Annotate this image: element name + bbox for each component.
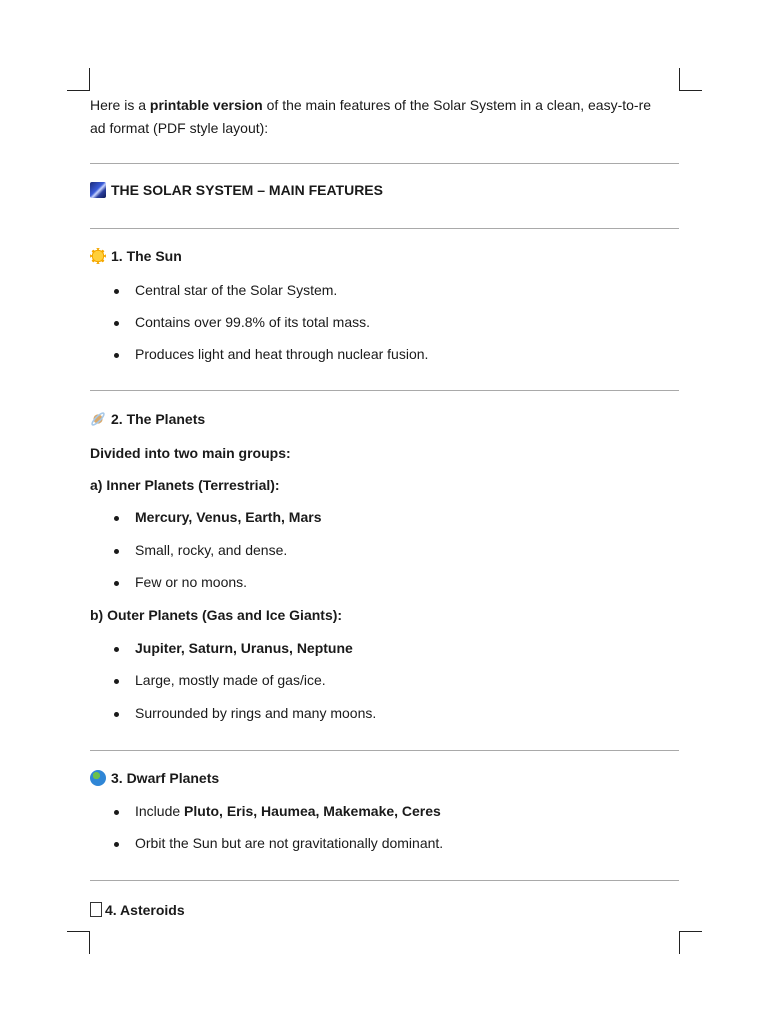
list-item-text: Surrounded by rings and many moons. [135, 705, 377, 721]
ringed-planet-icon [90, 411, 106, 427]
crop-mark-top-right [679, 68, 702, 91]
section-heading-text: 2. The Planets [111, 411, 206, 427]
bullet-dot [114, 679, 119, 684]
list-item-text: Central star of the Solar System. [135, 282, 338, 298]
section-heading-dwarf-planets [90, 770, 219, 786]
crop-mark-top-left [67, 68, 90, 91]
document-title [90, 182, 383, 198]
intro-bold-text: printable version [149, 97, 263, 113]
globe-icon [90, 770, 106, 786]
inner-planets-label: a) Inner Planets (Terrestrial): [90, 477, 280, 493]
list-item-text: Large, mostly made of gas/ice. [135, 672, 326, 688]
divider [90, 390, 679, 391]
section-heading-asteroids [90, 902, 185, 918]
section-heading-text: 1. The Sun [111, 248, 182, 264]
intro-line-2: ad format (PDF style layout): [90, 120, 269, 136]
milky-way-icon [90, 182, 106, 198]
bullet-dot [114, 289, 119, 294]
planets-intro: Divided into two main groups: [90, 445, 291, 461]
bullet-dot [114, 549, 119, 554]
list-item-text: Orbit the Sun but are not gravitationally dominant. [135, 835, 444, 851]
bullet-dot [114, 810, 119, 815]
list-item-text-bold: Pluto, Eris, Haumea, Makemake, Ceres [184, 803, 441, 819]
list-item-text: Mercury, Venus, Earth, Mars [135, 509, 322, 525]
intro-text: Here is a [90, 97, 150, 113]
list-item-text: Few or no moons. [135, 574, 248, 590]
crop-mark-bottom-left [67, 931, 90, 954]
bullet-dot [114, 321, 119, 326]
section-heading-sun [90, 248, 182, 264]
intro-paragraph [90, 94, 651, 140]
bullet-dot [114, 353, 119, 358]
list-item-text: Jupiter, Saturn, Uranus, Neptune [135, 640, 353, 656]
document-title-text: THE SOLAR SYSTEM – MAIN FEATURES [111, 182, 383, 198]
intro-line-1 [90, 94, 651, 117]
divider [90, 163, 679, 164]
list-item-text: Small, rocky, and dense. [135, 542, 288, 558]
divider [90, 228, 679, 229]
missing-glyph-icon [90, 902, 102, 917]
divider [90, 880, 679, 881]
bullet-dot [114, 647, 119, 652]
bullet-dot [114, 712, 119, 717]
list-item-text: Contains over 99.8% of its total mass. [135, 314, 370, 330]
bullet-dot [114, 842, 119, 847]
divider [90, 750, 679, 751]
intro-text: of the main features of the Solar System in a clean, easy-to-re [262, 97, 652, 113]
bullet-dot [114, 581, 119, 586]
section-heading-planets [90, 411, 205, 427]
list-item-text: Produces light and heat through nuclear fusion. [135, 346, 429, 362]
bullet-dot [114, 516, 119, 521]
sun-with-face-icon [90, 248, 106, 264]
section-heading-text: 3. Dwarf Planets [111, 770, 220, 786]
outer-planets-label: b) Outer Planets (Gas and Ice Giants): [90, 607, 343, 623]
crop-mark-bottom-right [679, 931, 702, 954]
section-heading-text: 4. Asteroids [105, 902, 185, 918]
list-item-text-plain: Include [135, 803, 185, 819]
list-item-text [135, 803, 441, 819]
